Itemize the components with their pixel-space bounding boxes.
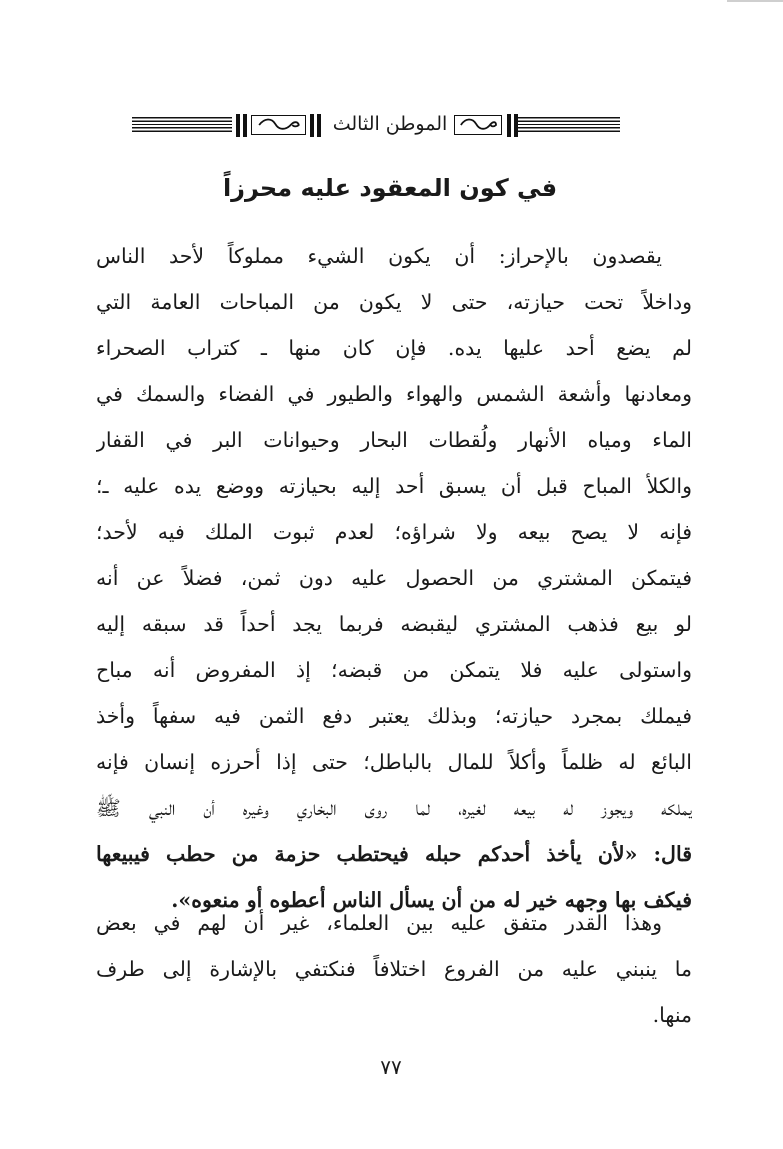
header-bar [317,114,321,137]
text-line: والكلأ المباح قبل أن يسبق أحد إليه بحيازته ووضع يده عليه ـ؛ [96,474,692,498]
text-line: ما ينبني عليه من الفروع اختلافاً فنكتفي بالإشارة إلى طرف [96,957,692,981]
text-line: البائع له ظلماً وأكلاً للمال بالباطل؛ حتى إذا أحرزه إنسان فإنه [96,750,692,774]
header-right-rules [518,117,620,134]
page-number: ٧٧ [380,1055,402,1079]
running-header [132,113,620,139]
text-line: فإنه لا يصح بيعه ولا شراؤه؛ لعدم ثبوت الملك فيه لأحد؛ [96,520,692,544]
paragraph-2 [96,900,692,1038]
text-line: لم يضع أحد عليها يده. فإن كان منها ـ كتراب الصحراء [96,336,692,360]
text-line: يملكه ويجوز له بيعه لغيره، لما روى البخاري وغيره أن النبي ﷺ [96,796,692,820]
top-edge-rule [727,0,783,2]
text-line: فيتمكن المشتري من الحصول عليه دون ثمن، فضلاً عن أنه [96,566,692,590]
ornament-left-icon [251,115,306,135]
text-line: فيكف بها وجهه خير له من أن يسأل الناس أعطوه أو منعوه». [171,888,692,912]
text-line: قال: «لأن يأخذ أحدكم حبله فيحتطب حزمة من حطب فيبيعها [96,842,692,866]
header-bar [310,114,314,137]
text-line: يقصدون بالإحراز: أن يكون الشيء مملوكاً لأحد الناس [96,244,662,268]
text-line: لو بيع فذهب المشتري ليقبضه فربما يجد أحداً قد سبقه إليه [96,612,692,636]
running-title: الموطن الثالث [332,113,448,135]
text-line: الماء ومياه الأنهار ولُقطات البحار وحيوانات البر في القفار [96,428,692,452]
text-line: ومعادنها وأشعة الشمس والهواء والطيور في الفضاء والسمك في [96,382,692,406]
text-line: فيملك بمجرد حيازته؛ وبذلك يعتبر دفع الثمن فيه سفهاً وأخذ [96,704,692,728]
header-bar [236,114,240,137]
ornament-right-icon [454,115,502,135]
header-left-rules [132,117,232,134]
header-bar [507,114,511,137]
paragraph-1 [96,233,692,923]
section-title: في كون المعقود عليه محرزاً [222,174,558,202]
header-bar [243,114,247,137]
text-line: منها. [652,1003,692,1027]
text-line: وهذا القدر متفق عليه بين العلماء، غير أن لهم في بعض [96,911,662,935]
text-line: وداخلاً تحت حيازته، حتى لا يكون من المباحات العامة التي [96,290,692,314]
text-line: واستولى عليه فلا يتمكن من قبضه؛ إذ المفروض أنه مباح [96,658,692,682]
